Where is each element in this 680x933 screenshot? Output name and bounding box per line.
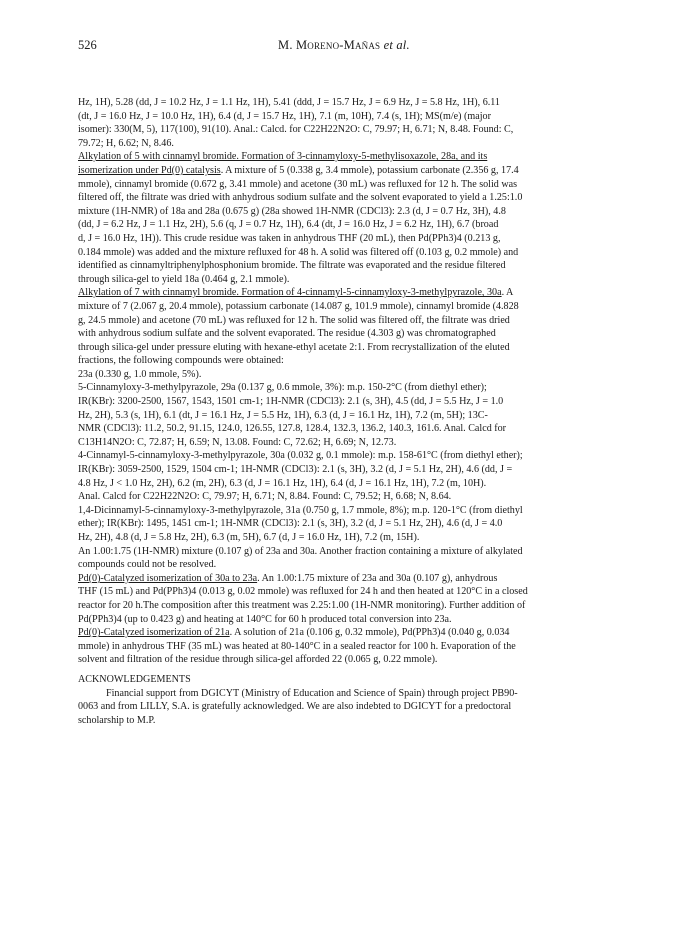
text-line [78,341,619,355]
line-text: 5-Cinnamyloxy-3-methylpyrazole, 29a (0.137 g, 0.6 mmole, 3%): m.p. 150-2°C (from diethyl ether); [78,382,487,394]
line-text: C13H14N2O: C, 72.87; H, 6.59; N, 13.08. Found: C, 72.62; H, 6.69; N, 12.73. [78,436,397,448]
text-line [78,137,619,151]
line-text: mixture (1H-NMR) of 18a and 28a (0.675 g) (28a showed 1H-NMR (CDCl3): 2.3 (d, J = 0.7 Hz, 3H), 4.8 [78,205,506,217]
running-head-suffix: et al. [383,38,410,52]
page-header [78,38,618,54]
text-line [78,381,619,395]
text-line [78,599,619,613]
text-line [78,191,619,205]
text-line [78,640,619,654]
line-text: . An 1.00:1.75 mixture of 23a and 30a (0.107 g), anhydrous [257,572,498,584]
text-line [78,246,619,260]
line-text: compounds could not be resolved. [78,559,217,571]
text-line [78,300,619,314]
text-line [78,653,619,667]
line-text: NMR (CDCl3): 11.2, 50.2, 91.15, 124.0, 126.55, 127.8, 128.4, 132.3, 136.2, 140.3, 161.6. Anal. Calcd for [78,423,507,435]
text-line [78,354,619,368]
running-head [278,38,410,53]
line-text: Financial support from DGICYT (Ministry of Education and Science of Spain) through project PB90- [106,687,518,699]
text-line [78,626,619,640]
line-text: IR(KBr): 3200-2500, 1567, 1543, 1501 cm-1; 1H-NMR (CDCl3): 2.1 (s, 3H), 4.5 (dd, J = 5.5 Hz, J = 1.0 [78,396,504,408]
line-text: through silica-gel to yield 18a (0.464 g, 2.1 mmole). [78,273,290,285]
text-line [78,205,619,219]
line-text: identified as cinnamyltriphenylphosphonium bromide. The filtrate was evaporated and the residue filtered [78,260,506,272]
text-line [78,613,619,627]
line-text: scholarship to M.P. [78,714,156,726]
text-line [78,422,619,436]
text-line [78,164,619,178]
text-line [78,110,619,124]
text-line [78,687,619,701]
text-line [78,545,619,559]
text-line [78,477,619,491]
text-line [78,327,619,341]
section-heading: Alkylation of 7 with cinnamyl bromide. Formation of 4-cinnamyl-5-cinnamyloxy-3-methylpyrazole, 30a [78,287,502,299]
line-text: Hz, 2H), 5.3 (s, 1H), 6.1 (dt, J = 16.1 Hz, J = 5.5 Hz, 1H), 6.3 (d, J = 16.1 Hz, 1H), 7.2 (m, 5H); 13C- [78,409,488,421]
text-line [78,150,619,164]
line-text: Pd(PPh3)4 (up to 0.423 g) and heating at 140°C for 60 h produced total conversion into 23a. [78,613,452,625]
text-line [78,714,619,728]
page-number: 526 [78,38,97,52]
line-text: ACKNOWLEDGEMENTS [78,673,191,685]
line-text: IR(KBr): 3059-2500, 1529, 1504 cm-1; 1H-NMR (CDCl3): 2.1 (s, 3H), 3.2 (d, J = 5.1 Hz, 2H), 4.6 (dd, J = [78,464,513,476]
line-text: THF (15 mL) and Pd(PPh3)4 (0.013 g, 0.02 mmole) was refluxed for 24 h and then heated at 120°C in a closed [78,586,528,598]
line-text: filtered off, the filtrate was dried with anhydrous sodium sulfate and the solvent evaporated to yield a 1.25:1.0 [78,192,523,204]
text-line [78,409,619,423]
line-text: Hz, 2H), 4.8 (d, J = 5.8 Hz, 2H), 6.3 (m, 5H), 6.7 (d, J = 16.0 Hz, 1H), 7.2 (m, 15H). [78,532,420,543]
line-text: fractions, the following compounds were obtained: [78,355,284,367]
line-text: . A mixture of 5 (0.338 g, 3.4 mmole), potassium carbonate (2.356 g, 17.4 [220,164,519,176]
line-text: through silica-gel under pressure eluting with hexane-ethyl acetate 2:1. From recrystallization of the eluted [78,341,510,353]
line-text: . A solution of 21a (0.106 g, 0.32 mmole), Pd(PPh3)4 (0.040 g, 0.034 [229,627,510,639]
text-line [78,259,619,273]
text-line [78,517,619,531]
line-text: ether); IR(KBr): 1495, 1451 cm-1; 1H-NMR (CDCl3): 2.1 (s, 3H), 3.2 (d, J = 5.1 Hz, 2H), 4.6 (d, J = 4.0 [78,518,503,530]
text-line [78,463,619,477]
text-line [78,178,619,192]
text-line [78,449,619,463]
line-text: with anhydrous sodium sulfate and the solvent evaporated. The residue (4.303 g) was chromatographed [78,328,496,340]
text-line [78,286,619,300]
line-text: isomer): 330(M, 5), 117(100), 91(10). Anal.: Calcd. for C22H22N2O: C, 79.97; H, 6.71; N, 8.48. Found: C, [78,124,514,136]
text-line [78,96,619,110]
running-head-authors: M. Moreno-Mañas [278,38,381,52]
text-line [78,585,619,599]
line-text: (dd, J = 6.2 Hz, J = 1.1 Hz, 2H), 5.6 (q, J = 0.7 Hz, 1H), 6.4 (dt, J = 16.0 Hz, J = 6.2 Hz, 1H), 6.7 (broad [78,219,499,231]
text-line [78,673,619,687]
line-text: d, J = 16.0 Hz, 1H)). This crude residue was taken in anhydrous THF (20 mL), then Pd(PPh3)4 (0.213 g, [78,232,501,244]
line-text: g, 24.5 mmole) and acetone (70 mL) was refluxed for 12 h. The solid was filtered off, the filtrate was dried [78,314,510,326]
text-line [78,123,619,137]
line-text: 4-Cinnamyl-5-cinnamyloxy-3-methylpyrazole, 30a (0.032 g, 0.1 mmole): m.p. 158-61°C (from diethyl ether); [78,450,523,462]
text-line [78,218,619,232]
line-text: An 1.00:1.75 (1H-NMR) mixture (0.107 g) of 23a and 30a. Another fraction containing a mixture of alkylated [78,545,523,557]
section-heading: Pd(0)-Catalyzed isomerization of 30a to 23a [78,572,258,584]
line-text: solvent and filtration of the residue through silica-gel afforded 22 (0.065 g, 0.22 mmole). [78,654,438,666]
line-text: 0063 and from LILLY, S.A. is gratefully acknowledged. We are also indebted to DGICYT for a predoctoral [78,701,512,713]
text-line [78,232,619,246]
line-text: . A [501,287,514,299]
line-text: mixture of 7 (2.067 g, 20.4 mmole), potassium carbonate (14.087 g, 101.9 mmole), cinnamyl bromide (4.828 [78,300,519,312]
line-text: mmole), cinnamyl bromide (0.672 g, 3.41 mmole) and acetone (30 mL) was refluxed for 12 h. The solid was [78,178,518,190]
text-line [78,490,619,504]
line-text: 79.72; H, 6.62; N, 8.46. [78,137,174,149]
text-line [78,504,619,518]
line-text: Anal. Calcd for C22H22N2O: C, 79.97; H, 6.71; N, 8.84. Found: C, 79.52; H, 6.68; N, 8.64. [78,491,452,503]
line-text: 4.8 Hz, J < 1.0 Hz, 2H), 6.2 (m, 2H), 6.3 (d, J = 16.1 Hz, 1H), 6.4 (d, J = 16.1 Hz, 1H), 7.2 (m, 10H). [78,477,487,489]
section-heading: Alkylation of 5 with cinnamyl bromide. Formation of 3-cinnamyloxy-5-methylisoxazole, 28a, and its [78,151,488,163]
text-line [78,700,619,714]
line-text: (dt, J = 16.0 Hz, J = 10.0 Hz, 1H), 6.4 (d, J = 15.7 Hz, 1H), 7.1 (m, 10H), 7.4 (s, 1H); MS(m/e) (major [78,110,491,122]
text-line [78,314,619,328]
section-heading: isomerization under Pd(0) catalysis [78,164,221,176]
text-line [78,368,619,382]
section-heading: Pd(0)-Catalyzed isomerization of 21a [78,627,230,639]
text-line [78,273,619,287]
text-line [78,558,619,572]
text-line [78,531,619,545]
line-text: 0.184 mmole) was added and the mixture refluxed for 48 h. A solid was filtered off (0.103 g, 0.2 mmole) and [78,246,519,258]
line-text: Hz, 1H), 5.28 (dd, J = 10.2 Hz, J = 1.1 Hz, 1H), 5.41 (ddd, J = 15.7 Hz, J = 6.9 Hz, J = 5.8 Hz, 1H), 6.11 [78,97,500,108]
line-text: 1,4-Dicinnamyl-5-cinnamyloxy-3-methylpyrazole, 31a (0.750 g, 1.7 mmole, 8%); m.p. 120-1°C (from diethyl [78,504,523,516]
text-line [78,395,619,409]
line-text: mmole) in anhydrous THF (35 mL) was heated at 80-140°C in a sealed reactor for 100 h. Evaporation of the [78,640,516,652]
line-text: reactor for 20 h.The composition after this treatment was 2.25:1.00 (1H-NMR monitoring). Further addition of [78,599,526,611]
body-text [78,96,619,727]
text-line [78,572,619,586]
text-line [78,436,619,450]
line-text: 23a (0.330 g, 1.0 mmole, 5%). [78,368,202,380]
